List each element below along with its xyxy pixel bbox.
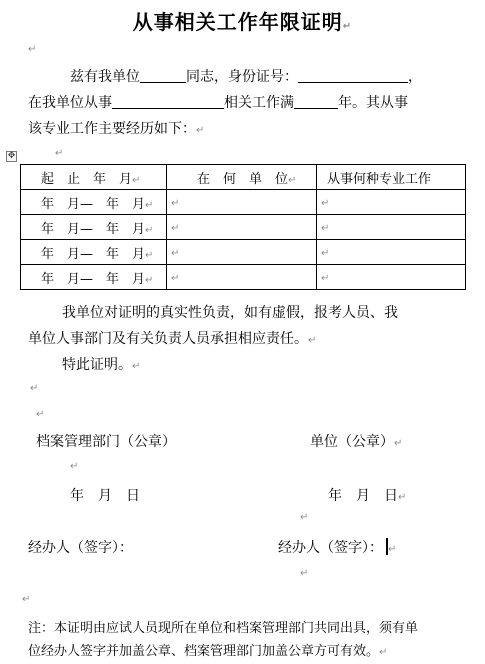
paragraph-mark-icon: ↵ xyxy=(30,383,39,394)
statement-line-2: 单位人事部门及有关负责人员承担相应责任。↵ xyxy=(28,331,317,347)
paragraph-mark-icon: ↵ xyxy=(132,361,141,372)
experience-table xyxy=(20,164,466,290)
period-cell[interactable]: 年 月— 年 月↵ xyxy=(21,215,167,240)
id-number-blank[interactable] xyxy=(298,69,408,83)
paragraph-mark-icon: ↵ xyxy=(300,512,309,523)
years-blank[interactable] xyxy=(294,95,338,109)
table-row xyxy=(21,265,466,290)
paragraph-mark-icon: ↵ xyxy=(342,21,353,32)
work-type-cell[interactable]: ↵ xyxy=(317,240,466,265)
paragraph-mark-icon: ↵ xyxy=(398,492,407,503)
table-row xyxy=(21,215,466,240)
unit-date: 年 月 日↵ xyxy=(328,488,407,504)
paragraph-mark-icon: ↵ xyxy=(36,409,45,420)
period-cell[interactable]: 年 月— 年 月↵ xyxy=(21,240,167,265)
archive-dept-seal: 档案管理部门（公章） xyxy=(36,434,176,450)
work-type-cell[interactable]: ↵ xyxy=(317,190,466,215)
unit-cell[interactable]: ↵ xyxy=(167,190,317,215)
statement-line-1: 我单位对证明的真实性负责，如有虚假，报考人员、我 xyxy=(62,305,398,321)
note-line-1: 注：本证明由应试人员现所在单位和档案管理部门共同出具，须有单 xyxy=(28,621,419,636)
paragraph-mark-icon: ↵ xyxy=(379,647,388,658)
work-type-cell[interactable]: ↵ xyxy=(317,265,466,290)
paragraph-mark-icon: ↵ xyxy=(70,461,79,472)
paragraph-mark-icon: ↵ xyxy=(300,568,309,579)
intro-line-1: 兹有我单位 同志，身份证号： ， xyxy=(70,69,422,85)
unit-cell[interactable]: ↵ xyxy=(167,265,317,290)
unit-seal: 单位（公章）↵ xyxy=(310,434,403,450)
period-cell[interactable]: 年 月— 年 月↵ xyxy=(21,190,167,215)
header-period: 起 止 年 月↵ xyxy=(21,165,167,190)
statement-line-3: 特此证明。↵ xyxy=(62,357,141,373)
cell-mark-icon: ↵ xyxy=(132,174,141,186)
work-field-blank[interactable] xyxy=(112,95,224,109)
table-move-handle-icon[interactable]: ✥ xyxy=(7,151,16,161)
header-unit: 在 何 单 位↵ xyxy=(167,165,317,190)
intro-line-2: 在我单位从事 相关工作满 年。其从事 xyxy=(28,95,408,111)
paragraph-mark-icon: ↵ xyxy=(196,125,205,136)
paragraph-mark-icon: ↵ xyxy=(22,594,31,605)
paragraph-mark-icon: ↵ xyxy=(388,544,397,555)
period-cell[interactable]: 年 月— 年 月↵ xyxy=(21,265,167,290)
paragraph-mark-icon: ↵ xyxy=(28,44,37,55)
header-work-type: 从事何种专业工作 xyxy=(317,165,466,190)
table-row xyxy=(21,240,466,265)
paragraph-mark-icon: ↵ xyxy=(308,335,317,346)
unit-handler: 经办人（签字）： ↵ xyxy=(278,540,397,556)
archive-dept-handler: 经办人（签字）： xyxy=(28,540,133,556)
table-row xyxy=(21,190,466,215)
intro-line-3: 该专业工作主要经历如下：↵ xyxy=(28,121,205,137)
unit-cell[interactable]: ↵ xyxy=(167,240,317,265)
note-line-2: 位经办人签字并加盖公章、档案管理部门加盖公章方可有效。↵ xyxy=(28,644,388,659)
name-blank[interactable] xyxy=(140,69,186,83)
table-header-row xyxy=(21,165,466,190)
paragraph-mark-icon: ↵ xyxy=(55,148,64,159)
work-type-cell[interactable]: ↵ xyxy=(317,215,466,240)
unit-cell[interactable]: ↵ xyxy=(167,215,317,240)
document-title: 从事相关工作年限证明↵ xyxy=(132,10,353,34)
cell-mark-icon: ↵ xyxy=(288,174,297,186)
paragraph-mark-icon: ↵ xyxy=(394,438,403,449)
archive-dept-date: 年 月 日 xyxy=(70,488,140,504)
